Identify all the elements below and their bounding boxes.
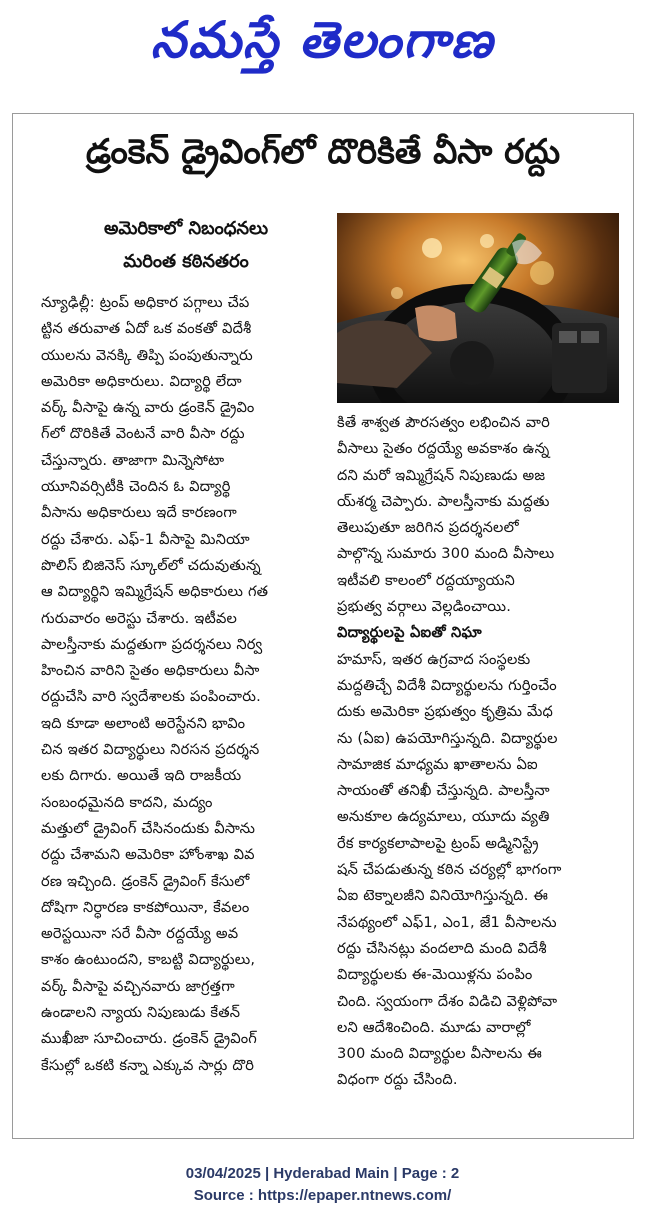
text-line: షన్ చేపడుతున్న కఠిన చర్యల్లో భాగంగా bbox=[337, 861, 562, 879]
text-line: ప్రభుత్వ వర్గాలు వెల్లడించాయి. bbox=[337, 598, 512, 616]
drunk-driving-photo-icon bbox=[337, 213, 619, 403]
text-line: ముఖీజా సూచించారు. డ్రంకెన్ డ్రైవింగ్ bbox=[41, 1030, 257, 1048]
text-line: కేసుల్లో ఒకటి కన్నా ఎక్కువ సార్లు దొరి bbox=[41, 1056, 255, 1074]
text-line: రణ ఇచ్చింది. డ్రంకెన్ డ్రైవింగ్ కేసులో bbox=[41, 872, 250, 890]
text-line: దుకు అమెరికా ప్రభుత్వం కృత్రిమ మేధ bbox=[337, 703, 554, 721]
text-line: సంబంధమైనది కాదని, మద్యం bbox=[41, 793, 213, 811]
text-line: గురువారం అరెస్టు చేశారు. ఇటీవల bbox=[41, 609, 238, 627]
text-line: విద్యార్థులకు ఈ-మెయిళ్లను పంపిం bbox=[337, 966, 533, 984]
text-line: రేక కార్యకలాపాలపై ట్రంప్ అడ్మినిస్ట్రే bbox=[337, 834, 539, 852]
article-column-2 bbox=[337, 410, 619, 1094]
text-line: పొలిస్ బిజినెస్ స్కూల్‌లో చదువుతున్న bbox=[41, 556, 261, 574]
text-line: రద్దు చేశారు. ఎఫ్-1 వీసాపై మినియా bbox=[41, 530, 250, 548]
text-line: వీసాలు సైతం రద్దయ్యే అవకాశం ఉన్న bbox=[337, 440, 550, 458]
edition-info: 03/04/2025 | Hyderabad Main | Page : 2 bbox=[185, 1165, 460, 1182]
text-line: గ్‌లో దొరికితే వెంటనే వారి వీసా రద్దు bbox=[41, 425, 245, 443]
text-line: కాశం ఉంటుందని, కాబట్టి విద్యార్థులు, bbox=[41, 951, 256, 969]
text-line: రద్దు చేశామని అమెరికా హోంశాఖ వివ bbox=[41, 846, 255, 864]
text-line: లని ఆదేశించింది. మూడు వారాల్లో bbox=[337, 1018, 531, 1036]
text-line: న్యూఢిల్లీ: ట్రంప్ అధికార పగ్గాలు చేప bbox=[41, 294, 250, 311]
text-line: పాల్గొన్న సుమారు 300 మంది వీసాలు bbox=[337, 545, 555, 563]
article-photo bbox=[337, 213, 619, 403]
text-line: రద్దు చేసినట్లు వందలాది మంది విదేశీ bbox=[337, 939, 547, 957]
subheadline-line-1: అమెరికాలో నిబంధనలు bbox=[103, 218, 269, 239]
text-line: కితే శాశ్వత పౌరసత్వం లభించిన వారి bbox=[337, 414, 550, 431]
news-article bbox=[12, 113, 634, 1139]
text-line: ట్టిన తరువాత ఏదో ఒక వంకతో విదేశీ bbox=[41, 320, 252, 338]
text-line: రద్దుచేసి వారి స్వదేశాలకు పంపించారు. bbox=[41, 688, 261, 706]
text-line: సాయంతో తనిఖీ చేస్తున్నది. పాలస్తీనా bbox=[337, 782, 550, 800]
text-line: అరెస్టయినా సరే వీసా రద్దయ్యే అవ bbox=[41, 925, 239, 943]
text-line: చింది. స్వయంగా దేశం విడిచి వెళ్లిపోవా bbox=[337, 992, 558, 1010]
text-line: ఉండాలని న్యాయ నిపుణుడు కేతన్ bbox=[41, 1004, 241, 1022]
text-line: ఆ విద్యార్థిని ఇమ్మిగ్రేషన్ అధికారులు గత bbox=[41, 583, 269, 601]
text-line: నేపథ్యంలో ఎఫ్1, ఎం1, జే1 వీసాలను bbox=[337, 913, 557, 931]
text-line: విధంగా రద్దు చేసింది. bbox=[337, 1071, 458, 1089]
text-line: యులను వెనక్కి తిప్పి పంపుతున్నారు bbox=[41, 346, 253, 364]
text-line: సామాజిక మాధ్యమ ఖాతాలను ఏఐ bbox=[337, 755, 538, 773]
text-line: పాలస్తీనాకు మద్దతుగా ప్రదర్శనలు నిర్వ bbox=[41, 635, 263, 653]
text-line: దోషిగా నిర్ధారణ కాకపోయినా, కేవలం bbox=[41, 898, 250, 916]
text-line: వర్క్ వీసాపై ఉన్న వారు డ్రంకెన్ డ్రైవిం bbox=[41, 399, 255, 417]
text-line: తెలుపుతూ జరిగిన ప్రదర్శనలలో bbox=[337, 519, 519, 537]
text-line: అనుకూల ఉద్యమాలు, యూదు వ్యతి bbox=[337, 808, 550, 826]
text-line: ఏఐ టెక్నాలజీని వినియోగిస్తున్నది. ఈ bbox=[337, 887, 549, 905]
article-subheadline bbox=[51, 212, 321, 278]
text-line: చేస్తున్నారు. తాజాగా మిన్నెసోటా bbox=[41, 451, 225, 469]
text-line: హమాస్, ఇతర ఉగ్రవాద సంస్థలకు bbox=[337, 650, 531, 668]
text-line: అమెరికా అధికారులు. విద్యార్థి లేదా bbox=[41, 372, 242, 390]
newspaper-masthead: నమస్తే తెలంగాణ bbox=[150, 10, 495, 69]
text-line: మత్తులో డ్రైవింగ్ చేసినందుకు వీసాను bbox=[41, 819, 256, 837]
text-line: ను (ఏఐ) ఉపయోగిస్తున్నది. విద్యార్థుల bbox=[337, 729, 558, 747]
article-column-1 bbox=[41, 290, 323, 1079]
text-line: 300 మంది విద్యార్థుల వీసాలను ఈ bbox=[337, 1045, 543, 1063]
text-line: వర్క్ వీసాపై వచ్చినవారు జాగ్రత్తగా bbox=[41, 977, 235, 995]
text-line: ఇటీవలి కాలంలో రద్దయ్యాయని bbox=[337, 571, 515, 589]
page-footer bbox=[0, 1163, 645, 1207]
text-line: హించిన వారిని సైతం అధికారులు వీసా bbox=[41, 662, 260, 680]
text-line: యూనివర్సిటీకి చెందిన ఓ విద్యార్థి bbox=[41, 478, 231, 496]
text-line: చిన ఇతర విద్యార్థులు నిరసన ప్రదర్శన bbox=[41, 741, 260, 759]
text-line: లకు దిగారు. అయితే ఇది రాజకీయ bbox=[41, 767, 242, 785]
text-line: వీసాను అధికారులు ఇదే కారణంగా bbox=[41, 504, 237, 522]
subsection-title: విద్యార్థులపై ఏఐతో నిఘా bbox=[337, 624, 482, 642]
text-line: మద్దతిచ్చే విదేశీ విద్యార్థులను గుర్తించేం bbox=[337, 676, 557, 694]
text-line: ఇది కూడా అలాంటి అరెస్టేనని భావిం bbox=[41, 714, 246, 732]
text-line: య్‌శర్మ చెప్పారు. పాలస్తీనాకు మద్దతు bbox=[337, 492, 550, 510]
subheadline-line-2: మరింత కఠినతరం bbox=[123, 251, 249, 272]
source-link[interactable]: Source : https://epaper.ntnews.com/ bbox=[193, 1187, 452, 1204]
article-headline: డ్రంకెన్ డ్రైవింగ్‌లో దొరికితే వీసా రద్దు bbox=[85, 132, 561, 172]
text-line: దని మరో ఇమ్మిగ్రేషన్ నిపుణుడు అజ bbox=[337, 466, 546, 484]
